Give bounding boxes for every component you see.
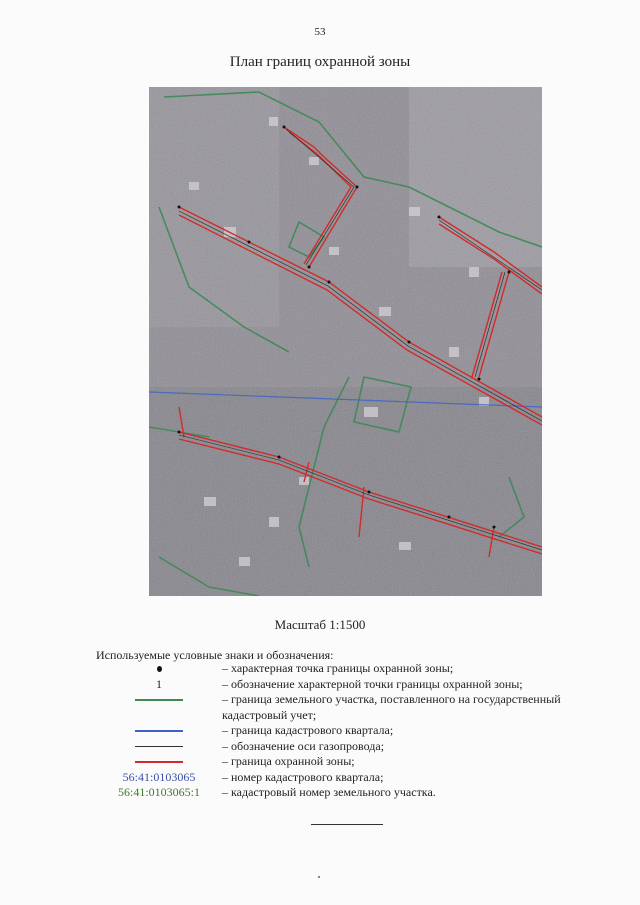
blue-line-icon bbox=[135, 730, 183, 732]
legend-text: – граница кадастрового квартала; bbox=[222, 723, 394, 737]
parcel-number-sample: 56:41:0103065:1 bbox=[117, 785, 200, 799]
map-drawing bbox=[149, 87, 542, 596]
legend-text: – кадастровый номер земельного участка. bbox=[222, 785, 436, 799]
red-line-icon bbox=[135, 761, 183, 763]
legend-row-point bbox=[96, 661, 616, 677]
legend-text: – обозначение оси газопровода; bbox=[222, 738, 385, 753]
legend bbox=[96, 661, 616, 801]
legend-text: – обозначение характерной точки границы охранной зоны; bbox=[222, 676, 523, 691]
legend-text: – граница земельного участка, поставленного на государственный кадастровый учет; bbox=[222, 692, 561, 722]
green-line-icon bbox=[135, 699, 183, 701]
legend-row-parcel-number bbox=[96, 785, 616, 801]
legend-row-point-label bbox=[96, 677, 616, 693]
block-number-sample: 56:41:0103065 bbox=[122, 769, 196, 784]
page-title: План границ охранной зоны bbox=[229, 54, 411, 70]
legend-text: – граница охранной зоны; bbox=[222, 754, 355, 768]
legend-row-zone-border bbox=[96, 754, 616, 770]
legend-text: – характерная точка границы охранной зоны; bbox=[222, 661, 454, 675]
legend-row-gas-axis bbox=[96, 739, 616, 755]
page-number: 53 bbox=[314, 26, 326, 38]
footer-divider bbox=[311, 824, 383, 825]
legend-text: – номер кадастрового квартала; bbox=[222, 769, 384, 784]
legend-heading: Используемые условные знаки и обозначения: bbox=[96, 648, 334, 662]
point-number-sample: 1 bbox=[156, 676, 162, 691]
aerial-map bbox=[149, 87, 542, 596]
point-marker-icon bbox=[157, 666, 162, 672]
thin-line-icon bbox=[135, 746, 183, 747]
legend-row-block-border bbox=[96, 723, 616, 739]
page-mark bbox=[318, 876, 320, 878]
map-scale: Масштаб 1:1500 bbox=[274, 617, 366, 632]
legend-row-block-number bbox=[96, 770, 616, 786]
legend-row-parcel-border bbox=[96, 692, 616, 723]
